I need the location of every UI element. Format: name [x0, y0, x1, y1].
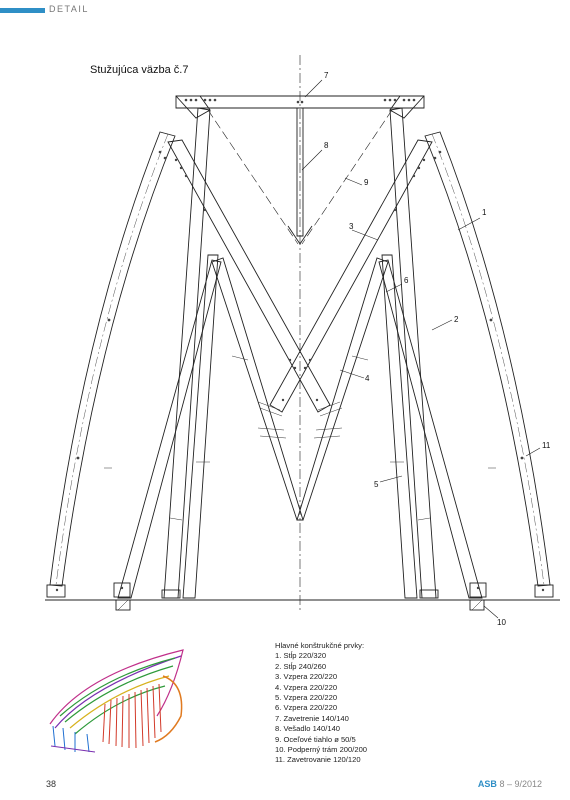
legend-item: 5. Vzpera 220/220: [275, 693, 338, 703]
legend-item: 2. Stĺp 240/260: [275, 661, 327, 671]
issue-number: 8 – 9/2012: [499, 779, 542, 789]
legend-item: 11. Zavetrovanie 120/120: [275, 755, 361, 765]
callout-3: 3: [349, 222, 354, 231]
callout-8: 8: [324, 141, 329, 150]
legend-item: 10. Podperný trám 200/200: [275, 745, 368, 755]
legend-title: Hlavné konštrukčné prvky:: [275, 641, 365, 650]
callout-11: 11: [542, 441, 551, 450]
callout-5: 5: [374, 480, 379, 489]
callout-4: 4: [365, 374, 370, 383]
section-label: DETAIL: [49, 4, 89, 14]
callout-10: 10: [497, 618, 506, 627]
base-plate: [47, 585, 65, 597]
journal-issue: [478, 779, 542, 789]
journal-name: ASB: [477, 779, 497, 789]
strut-v-left: [212, 258, 303, 520]
legend-item: 1. Stĺp 220/320: [275, 651, 327, 661]
callout-6: 6: [404, 276, 409, 285]
tie-rod-left: [208, 110, 298, 244]
legend-item: 8. Vešadlo 140/140: [275, 724, 341, 734]
drawing-title: Stužujúca väzba č.7: [90, 64, 189, 76]
callout-2: 2: [454, 315, 459, 324]
column-2-right: [390, 108, 436, 598]
callout-9: 9: [364, 178, 369, 187]
strut-outer-left: [118, 260, 221, 598]
3d-structure-render: [45, 646, 195, 756]
column-1-left: [50, 132, 175, 586]
legend-item: 4. Vzpera 220/220: [275, 682, 338, 692]
legend-item: 9. Oceľové tiahlo ø 50/5: [275, 734, 356, 744]
legend-item: 6. Vzpera 220/220: [275, 703, 338, 713]
strut-outer-right: [379, 260, 482, 598]
legend: [275, 641, 367, 766]
legend-item: 3. Vzpera 220/220: [275, 672, 338, 682]
legend-item: 7. Zavetrenie 140/140: [275, 713, 349, 723]
page-number: 38: [46, 779, 57, 789]
column-1-right: [425, 132, 550, 586]
callout-1: 1: [482, 208, 487, 217]
callout-7: 7: [324, 71, 329, 80]
post-left: [183, 255, 218, 598]
tie-rod-right: [302, 110, 392, 244]
column-2-left: [164, 108, 210, 598]
strut-3-left: [168, 140, 330, 412]
post-right: [382, 255, 417, 598]
